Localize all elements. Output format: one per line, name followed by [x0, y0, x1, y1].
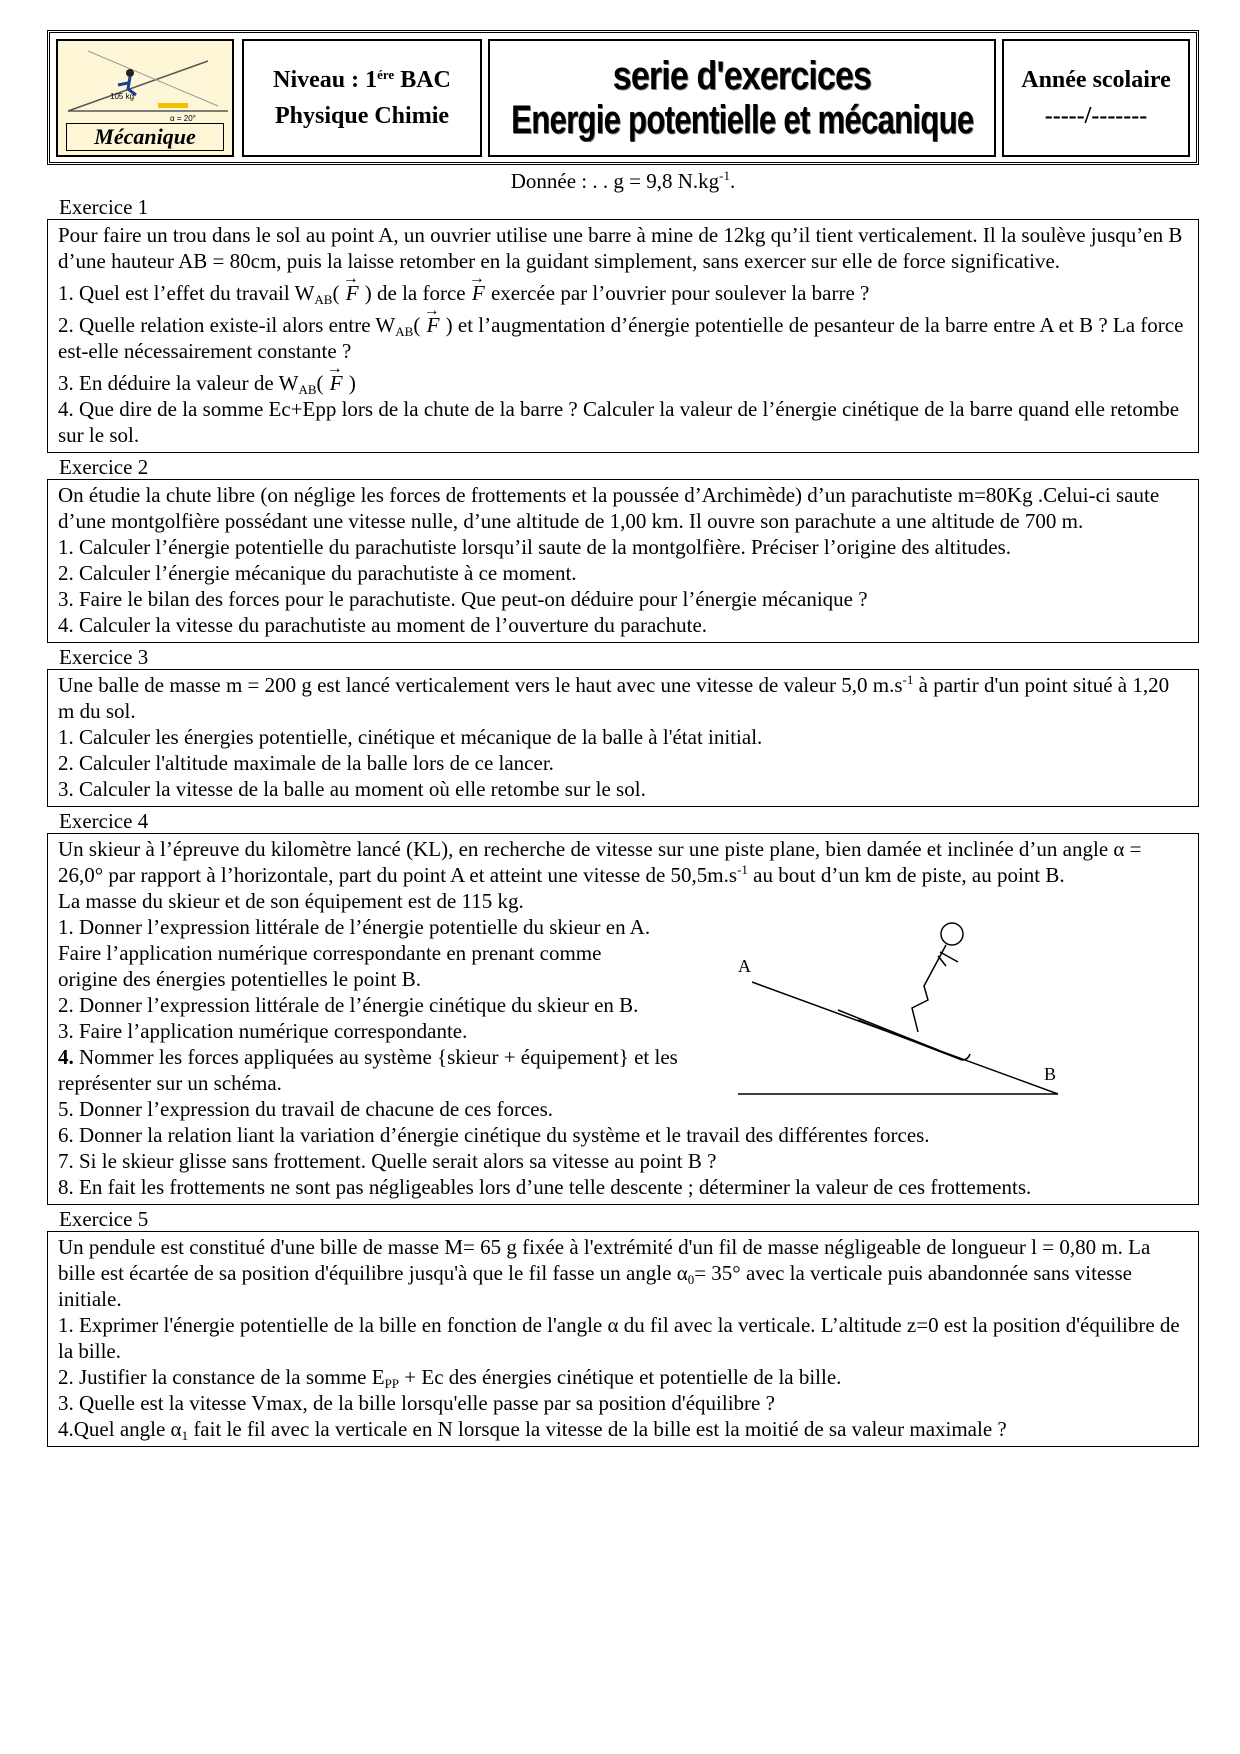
ex4-question-3: 3. Faire l’application numérique correspondante.: [58, 1019, 468, 1043]
exercise-4-box: [47, 833, 1199, 1205]
ex5-question-4: [58, 1416, 1188, 1442]
exercise-4-label: Exercice 4: [59, 809, 149, 833]
given-data: [47, 169, 1199, 193]
ex4-question-7: 7. Si le skieur glisse sans frottement. Quelle serait alors sa vitesse au point B ?: [58, 1149, 717, 1173]
subject-label: Physique Chimie: [274, 103, 450, 129]
ex4-question-1b: Faire l’application numérique correspondante en prenant comme origine des énergies potentielles le point B.: [58, 941, 602, 991]
ex5-intro-text: Un pendule est constitué d'une bille de masse M= 65 g fixée à l'extrémité d'un fil de masse négligeable de longueur l = 0,80 m. La bille est écartée de sa position d'équilibre jusqu'à que le fil fasse un angle α: [58, 1235, 1151, 1285]
level-rest: BAC: [394, 67, 451, 93]
ex5-q4-sub: 1: [181, 1428, 189, 1443]
exercise-5-label: Exercice 5: [59, 1207, 149, 1231]
ex5-intro-sub: 0: [687, 1272, 695, 1287]
ex4-mass: La masse du skieur et de son équipement est de 115 kg.: [58, 889, 524, 913]
ex3-question-2: 2. Calculer l'altitude maximale de la balle lors de ce lancer.: [58, 751, 554, 775]
title-line-1: serie d'exercices: [612, 54, 872, 98]
ex4-question-1: 1. Donner l’expression littérale de l’énergie potentielle du skieur en A.: [58, 915, 651, 939]
ex1-q3-text: 3. En déduire la valeur de W: [58, 371, 299, 395]
ex1-q3-paren: (: [316, 371, 329, 395]
ex1-q2-sub: AB: [395, 324, 414, 339]
ex1-q1-text-2: ) de la force: [359, 281, 471, 305]
point-b-label: B: [1044, 1064, 1057, 1084]
mecanique-logo: [56, 39, 234, 157]
ex4-question-2: 2. Donner l’expression littérale de l’énergie cinétique du skieur en B.: [58, 993, 639, 1017]
ex1-question-2: [58, 312, 1188, 364]
ex5-intro: [58, 1234, 1188, 1312]
ex3-question-3: 3. Calculer la vitesse de la balle au moment où elle retombe sur le sol.: [58, 777, 646, 801]
ex2-question-3: 3. Faire le bilan des forces pour le parachutiste. Que peut-on déduire pour l’énergie mécanique ?: [58, 587, 868, 611]
ex1-q1-text-3: exercée par l’ouvrier pour soulever la barre ?: [485, 281, 870, 305]
ex1-question-4: 4. Que dire de la somme Ec+Epp lors de la chute de la barre ? Calculer la valeur de l’énergie cinétique de la barre quand elle retombe sur le sol.: [58, 397, 1180, 447]
ex1-q3-sub: AB: [298, 382, 317, 397]
ex1-q3-text-2: ): [343, 371, 356, 395]
ex3-question-1: 1. Calculer les énergies potentielle, cinétique et mécanique de la balle à l'état initial.: [58, 725, 763, 749]
exercise-5-box: [47, 1231, 1199, 1447]
ex1-q3-vector-f: → F: [329, 370, 344, 396]
ex4-question-5: 5. Donner l’expression du travail de chacune de ces forces.: [58, 1097, 554, 1121]
ex1-q2-text: 2. Quelle relation existe-il alors entre W: [58, 313, 396, 337]
skier-body-icon: [912, 945, 946, 1032]
header-table: [47, 30, 1199, 165]
ex5-q4-text-2: fait le fil avec la verticale en N lorsque la vitesse de la bille est la moitié de sa valeur maximale ?: [188, 1417, 1007, 1441]
ex3-intro-text: Une balle de masse m = 200 g est lancé verticalement vers le haut avec une vitesse de valeur 5,0 m.s: [58, 673, 903, 697]
ex1-question-1: [58, 280, 1188, 306]
ex1-q1-text: 1. Quel est l’effet du travail W: [58, 281, 315, 305]
exercise-1-box: [47, 219, 1199, 453]
logo-mass-text: 105 kg: [110, 92, 135, 101]
logo-word: Mécanique: [66, 123, 224, 151]
ex3-intro-text-2: à partir d'un point situé à 1,20 m du sol.: [58, 673, 1170, 723]
ex2-question-2: 2. Calculer l’énergie mécanique du parachutiste à ce moment.: [58, 561, 577, 585]
year-value: -----/-------: [1044, 103, 1148, 129]
ex2-question-1: 1. Calculer l’énergie potentielle du parachutiste lorsqu’il saute de la montgolfière. Préciser l’origine des altitudes.: [58, 535, 1012, 559]
level-label: Niveau : 1: [273, 67, 378, 93]
ex4-intro-text: Un skieur à l’épreuve du kilomètre lancé (KL), en recherche de vitesse sur une piste plane, bien damée et inclinée d’un angle α = 26,0° par rapport à l’horizontale, part du point A et atteint une vitesse de 50,5m.s: [58, 837, 1142, 887]
skier-head-icon: [941, 923, 963, 945]
ex5-q2-sub: PP: [384, 1376, 400, 1391]
ex1-q1-sub: AB: [314, 292, 333, 307]
ex5-question-1: 1. Exprimer l'énergie potentielle de la bille en fonction de l'angle α du fil avec la verticale. L’altitude z=0 est la position d'équilibre de la bille.: [58, 1313, 1180, 1363]
year-label: Année scolaire: [1021, 67, 1171, 93]
ex1-q2-vector-f: → F: [426, 312, 441, 338]
ex1-q1-vector-f: → F: [345, 280, 360, 306]
ex4-intro: [58, 836, 1188, 888]
title-line-2: Energie potentielle et mécanique: [510, 98, 974, 142]
ex1-question-3: [58, 370, 1188, 396]
ex2-intro: On étudie la chute libre (on néglige les forces de frottements et la poussée d’Archimède) d’un parachutiste m=80Kg .Celui-ci saute d’une montgolfière possédant une vitesse nulle, d’une altitude de 1,00 km. Il ouvre son parachute a une altitude de 700 m.: [58, 483, 1160, 533]
year-cell: [1002, 39, 1190, 157]
skier-slope-diagram: [738, 918, 1078, 1118]
logo-angle-text: α = 20°: [170, 114, 196, 123]
ex4-question-8: 8. En fait les frottements ne sont pas négligeables lors d’une telle descente ; déterminer la valeur de ces frottements.: [58, 1175, 1032, 1199]
ex4-q4-number: 4.: [58, 1045, 74, 1069]
incline-skier-logo-icon: [58, 41, 234, 127]
exercise-3-label: Exercice 3: [59, 645, 149, 669]
ex1-intro: Pour faire un trou dans le sol au point A, un ouvrier utilise une barre à mine de 12kg qu’il tient verticalement. Il la soulève jusqu’en B d’une hauteur AB = 80cm, puis la laisse retomber en la guidant simplement, sans exercer sur elle de force significative.: [58, 223, 1183, 273]
point-a-label: A: [738, 956, 751, 976]
ex1-q2-text-2: ) et l’augmentation d’énergie potentielle de pesanteur de la barre entre A et B ? La force est-elle nécessairement constante ?: [58, 313, 1184, 363]
title-cell: [488, 39, 996, 157]
ex5-q2-text: 2. Justifier la constance de la somme E: [58, 1365, 385, 1389]
exercise-2-label: Exercice 2: [59, 455, 149, 479]
ski-line-1: [838, 1010, 938, 1050]
exercise-2-box: [47, 479, 1199, 643]
ex5-intro-text-2: = 35° avec la verticale puis abandonnée sans vitesse initiale.: [58, 1261, 1132, 1311]
ex5-q2-text-2: + Ec des énergies cinétique et potentielle de la bille.: [399, 1365, 842, 1389]
ex5-question-3: 3. Quelle est la vitesse Vmax, de la bille lorsqu'elle passe par sa position d'équilibre ?: [58, 1391, 775, 1415]
level-cell: [242, 39, 482, 157]
ex5-question-2: [58, 1364, 1188, 1390]
exercise-3-box: [47, 669, 1199, 807]
given-text: Donnée : . . g = 9,8 N.kg: [510, 169, 720, 193]
given-sup: -1: [719, 168, 730, 183]
ex2-question-4: 4. Calculer la vitesse du parachutiste au moment de l’ouverture du parachute.: [58, 613, 708, 637]
exercise-1-label: Exercice 1: [59, 195, 149, 219]
ex4-question-6: 6. Donner la relation liant la variation d’énergie cinétique du système et le travail des différentes forces.: [58, 1123, 930, 1147]
ex4-intro-text-2: au bout d’un km de piste, au point B.: [747, 863, 1065, 887]
ex4-intro-sup: -1: [737, 862, 748, 877]
ex3-intro: [58, 672, 1188, 724]
ex1-q1-vector-f-2: → F: [471, 280, 486, 306]
level-line: [273, 62, 451, 98]
worksheet-page: [47, 30, 1199, 1447]
ex3-intro-sup: -1: [902, 672, 914, 687]
given-end: .: [730, 169, 736, 193]
level-sup: ére: [377, 67, 395, 82]
ex1-q2-paren: (: [413, 313, 426, 337]
ex1-q1-paren: (: [332, 281, 345, 305]
ex5-q4-text: 4.Quel angle α: [58, 1417, 182, 1441]
ex4-q4-text: Nommer les forces appliquées au système {skieur + équipement} et les représenter sur un schéma.: [58, 1045, 678, 1095]
ex4-question-4: [58, 1044, 738, 1096]
